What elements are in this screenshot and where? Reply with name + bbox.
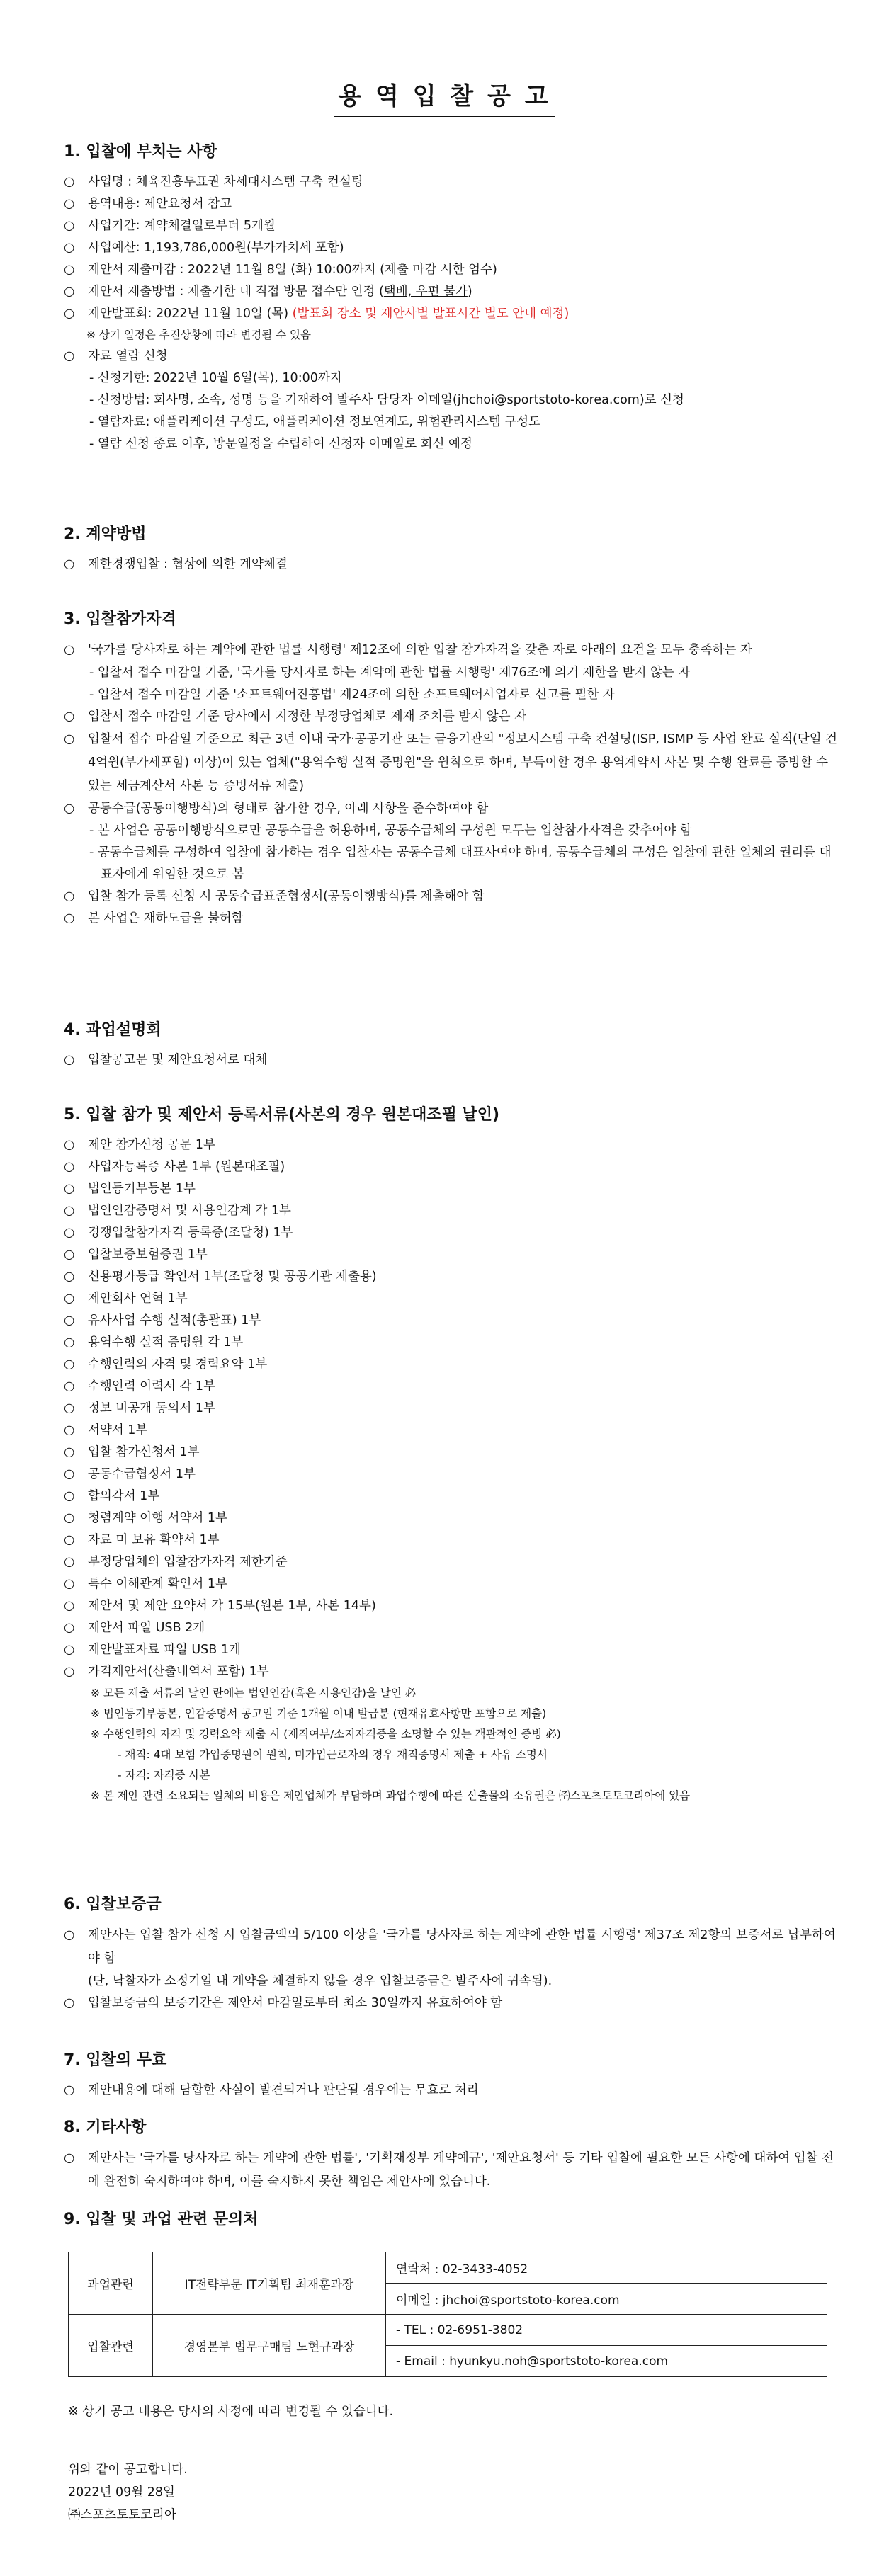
list-item: ○ 제안 참가신청 공문 1부	[64, 1138, 215, 1152]
sub-item: - 신청방법: 회사명, 소속, 성명 등을 기재하여 발주사 담당자 이메일(jhchoi@sportstoto-korea.com)로 신청	[89, 393, 684, 407]
section-8	[64, 2117, 843, 2194]
contact-dept: IT전략부문 IT기획팀 최재훈과장	[153, 2252, 386, 2315]
list-item: ○ 사업기간: 계약체결일로부터 5개월	[64, 219, 276, 233]
table-row	[69, 2315, 827, 2346]
list-item: ○ 특수 이해관계 확인서 1부	[64, 1577, 227, 1591]
list-item: ○ 공동수급협정서 1부	[64, 1467, 196, 1481]
list-item: ○ 제안서 및 제안 요약서 각 15부(원본 1부, 사본 14부)	[64, 1599, 376, 1613]
list-item: ○ 제안회사 연혁 1부	[64, 1292, 188, 1306]
sub-item: - 입찰서 접수 마감일 기준 '소프트웨어진흥법' 제24조에 의한 소프트웨어사업자로 신고를 필한 자	[89, 688, 615, 702]
footer-date: 2022년 09월 28일	[68, 2485, 175, 2500]
list-item: ○ 법인인감증명서 및 사용인감계 각 1부	[64, 1204, 291, 1218]
list-item: ○ 입찰 참가신청서 1부	[64, 1445, 200, 1459]
contact-table	[68, 2252, 827, 2377]
list-item: ○ 합의각서 1부	[64, 1489, 160, 1503]
list-item: ○ 수행인력의 자격 및 경력요약 1부	[64, 1357, 268, 1372]
section-4	[64, 1020, 843, 1071]
section-3	[64, 609, 843, 930]
list-item: ○ 유사사업 수행 실적(총괄표) 1부	[64, 1313, 261, 1328]
list-item: ○ 입찰서 접수 마감일 기준으로 최근 3년 이내 국가·공공기관 또는 금융기관의 "정보시스템 구축 컨설팅(ISP, ISMP 등 사업 완료 실적(단일 건 4억원(부가세포함) 이상)이 있는 업체("용역수행 실적 증명원"을 원칙으로 하며, 부득이할 경우 용역계약서 사본 및 수행 완료를 증빙할 수 있는 세금계산서 사본 등 증빙서류 제출)	[64, 732, 838, 793]
list-item: ○ 부정당업체의 입찰참가자격 제한기준	[64, 1555, 288, 1569]
section-heading: 2. 계약방법	[64, 525, 147, 543]
list-item: ○ 자료 미 보유 확약서 1부	[64, 1533, 220, 1547]
list-item: ○ 서약서 1부	[64, 1423, 148, 1437]
section-heading: 5. 입찰 참가 및 제안서 등록서류(사본의 경우 원본대조필 날인)	[64, 1106, 500, 1124]
list-item: ○ 제안발표회: 2022년 11월 10일 (목) (발표회 장소 및 제안사별 발표시간 별도 안내 예정)	[64, 307, 570, 321]
list-item: ○ 가격제안서(산출내역서 포함) 1부	[64, 1665, 269, 1679]
list-item: ○ 입찰보증금의 보증기간은 제안서 마감일로부터 최소 30일까지 유효하여야 함	[64, 1996, 503, 2010]
section-6	[64, 1894, 843, 2014]
list-item: ○ 정보 비공개 동의서 1부	[64, 1401, 215, 1415]
list-item: ○ 사업명 : 체육진흥투표권 차세대시스템 구축 컨설팅	[64, 175, 363, 189]
sub-item: - 본 사업은 공동이행방식으로만 공동수급을 허용하며, 공동수급체의 구성원 모두는 입찰참가자격을 갖추어야 함	[89, 823, 692, 838]
section-heading: 3. 입찰참가자격	[64, 610, 176, 628]
sub-item: - 입찰서 접수 마감일 기준, '국가를 당사자로 하는 계약에 관한 법률 시행령' 제76조에 의거 제한을 받지 않는 자	[89, 666, 691, 680]
footer-line: 위와 같이 공고합니다.	[68, 2463, 188, 2477]
section-heading: 4. 과업설명회	[64, 1021, 162, 1039]
list-item: ○ 입찰 참가 등록 신청 시 공동수급표준협정서(공동이행방식)를 제출해야 함	[64, 889, 485, 904]
list-item: ○ 공동수급(공동이행방식)의 형태로 참가할 경우, 아래 사항을 준수하여야 함	[64, 802, 489, 816]
list-item: ○ 사업자등록증 사본 1부 (원본대조필)	[64, 1160, 285, 1174]
sub-note: - 자격: 자격증 사본	[118, 1769, 210, 1782]
footer-company: ㈜스포츠토토코리아	[68, 2508, 176, 2522]
contact-email: - Email : hyunkyu.noh@sportstoto-korea.com	[386, 2346, 827, 2377]
list-item: ○ 제안사는 입찰 참가 신청 시 입찰금액의 5/100 이상을 '국가를 당사자로 하는 계약에 관한 법률 시행령' 제37조 제2항의 보증서로 납부하여야 함	[64, 1928, 836, 1966]
list-item: ○ 제안사는 '국가를 당사자로 하는 계약에 관한 법률', '기획재정부 계약예규', '제안요청서' 등 기타 입찰에 필요한 모든 사항에 대하여 입찰 전에 완전히 숙지하여야 하며, 이를 숙지하지 못한 책임은 제안사에 있습니다.	[64, 2151, 834, 2189]
list-item: ○ 제안서 파일 USB 2개	[64, 1621, 205, 1635]
list-item: ○ 청렴계약 이행 서약서 1부	[64, 1511, 227, 1525]
list-item: ○ 경쟁입찰참가자격 등록증(조달청) 1부	[64, 1226, 293, 1240]
note: ※ 모든 제출 서류의 날인 란에는 법인인감(혹은 사용인감)을 날인 必	[91, 1687, 417, 1699]
sub-item: - 열람자료: 애플리케이션 구성도, 애플리케이션 정보연계도, 위험관리시스템 구성도	[89, 415, 541, 429]
section-heading: 6. 입찰보증금	[64, 1896, 162, 1913]
section-heading: 8. 기타사항	[64, 2119, 147, 2136]
list-item: ○ 제안발표자료 파일 USB 1개	[64, 1643, 241, 1657]
note: ※ 법인등기부등본, 인감증명서 공고일 기준 1개월 이내 발급분 (현재유효사항만 포함으로 제출)	[91, 1707, 547, 1720]
sub-item: - 열람 신청 종료 이후, 방문일정을 수립하여 신청자 이메일로 회신 예정	[89, 437, 472, 451]
contact-type: 과업관련	[69, 2252, 153, 2315]
sub-note: - 재직: 4대 보험 가입증명원이 원칙, 미가입근로자의 경우 재직증명서 제출 + 사유 소명서	[118, 1748, 548, 1761]
list-item: ○ 법인등기부등본 1부	[64, 1182, 196, 1196]
contact-phone: - TEL : 02-6951-3802	[386, 2315, 827, 2346]
footer-note: ※ 상기 공고 내용은 당사의 사정에 따라 변경될 수 있습니다.	[68, 2405, 394, 2419]
section-5	[64, 1105, 843, 1806]
list-item: ○ '국가를 당사자로 하는 계약에 관한 법률 시행령' 제12조에 의한 입찰 참가자격을 갖춘 자로 아래의 요건을 모두 충족하는 자	[64, 643, 752, 657]
list-item: ○ 제안서 제출마감 : 2022년 11월 8일 (화) 10:00까지 (제출 마감 시한 엄수)	[64, 263, 497, 277]
section-1	[64, 142, 843, 455]
note: ※ 상기 일정은 추진상황에 따라 변경될 수 있음	[86, 329, 311, 341]
list-item: ○ 용역내용: 제안요청서 참고	[64, 197, 232, 211]
list-item: ○ 사업예산: 1,193,786,000원(부가가치세 포함)	[64, 241, 344, 255]
note: ※ 수행인력의 자격 및 경력요약 제출 시 (재직여부/소지자격증을 소명할 수 있는 객관적인 증빙 必)	[91, 1728, 561, 1740]
list-item: ○ 용역수행 실적 증명원 각 1부	[64, 1335, 244, 1350]
list-item: ○ 신용평가등급 확인서 1부(조달청 및 공공기관 제출용)	[64, 1270, 377, 1284]
list-item: ○ 제안내용에 대해 담합한 사실이 발견되거나 판단될 경우에는 무효로 처리	[64, 2083, 479, 2097]
note: ※ 본 제안 관련 소요되는 일체의 비용은 제안업체가 부담하며 과업수행에 따른 산출물의 소유권은 ㈜스포츠토토코리아에 있음	[91, 1789, 691, 1802]
sub-item: - 신청기한: 2022년 10월 6일(목), 10:00까지	[89, 371, 342, 385]
list-item: ○ 입찰서 접수 마감일 기준 당사에서 지정한 부정당업체로 제재 조치를 받지 않은 자	[64, 709, 527, 724]
section-9	[64, 2209, 843, 2239]
contact-email: 이메일 : jhchoi@sportstoto-korea.com	[386, 2284, 827, 2315]
section-7	[64, 2050, 843, 2102]
contact-type: 입찰관련	[69, 2315, 153, 2377]
contact-phone: 연락처 : 02-3433-4052	[386, 2252, 827, 2284]
table-row	[69, 2252, 827, 2284]
list-item: ○ 입찰공고문 및 제안요청서로 대체	[64, 1053, 268, 1067]
list-item: ○ 본 사업은 재하도급을 불허함	[64, 911, 244, 925]
sub-item: - 공동수급체를 구성하여 입찰에 참가하는 경우 입찰자는 공동수급체 대표사여야 하며, 공동수급체의 구성은 입찰에 관한 일체의 권리를 대표자에게 위임한 것으로 봄	[89, 845, 832, 882]
section-heading: 7. 입찰의 무효	[64, 2051, 167, 2069]
list-item: ○ 제한경쟁입찰 : 협상에 의한 계약체결	[64, 557, 288, 571]
list-item: ○ 수행인력 이력서 각 1부	[64, 1379, 215, 1394]
list-item: ○ 제안서 제출방법 : 제출기한 내 직접 방문 접수만 인정 (택배, 우편 불가)	[64, 285, 472, 299]
section-heading: 9. 입찰 및 과업 관련 문의처	[64, 2211, 259, 2228]
section-2	[64, 524, 843, 576]
page-title: 용 역 입 찰 공 고	[0, 76, 889, 111]
section-heading: 1. 입찰에 부치는 사항	[64, 143, 217, 161]
list-item: ○ 자료 열람 신청	[64, 349, 168, 363]
list-item: ○ 입찰보증보험증권 1부	[64, 1248, 208, 1262]
sub-note: (단, 낙찰자가 소정기일 내 계약을 체결하지 않을 경우 입찰보증금은 발주사에 귀속됨).	[88, 1974, 553, 1988]
contact-dept: 경영본부 법무구매팀 노현규과장	[153, 2315, 386, 2377]
